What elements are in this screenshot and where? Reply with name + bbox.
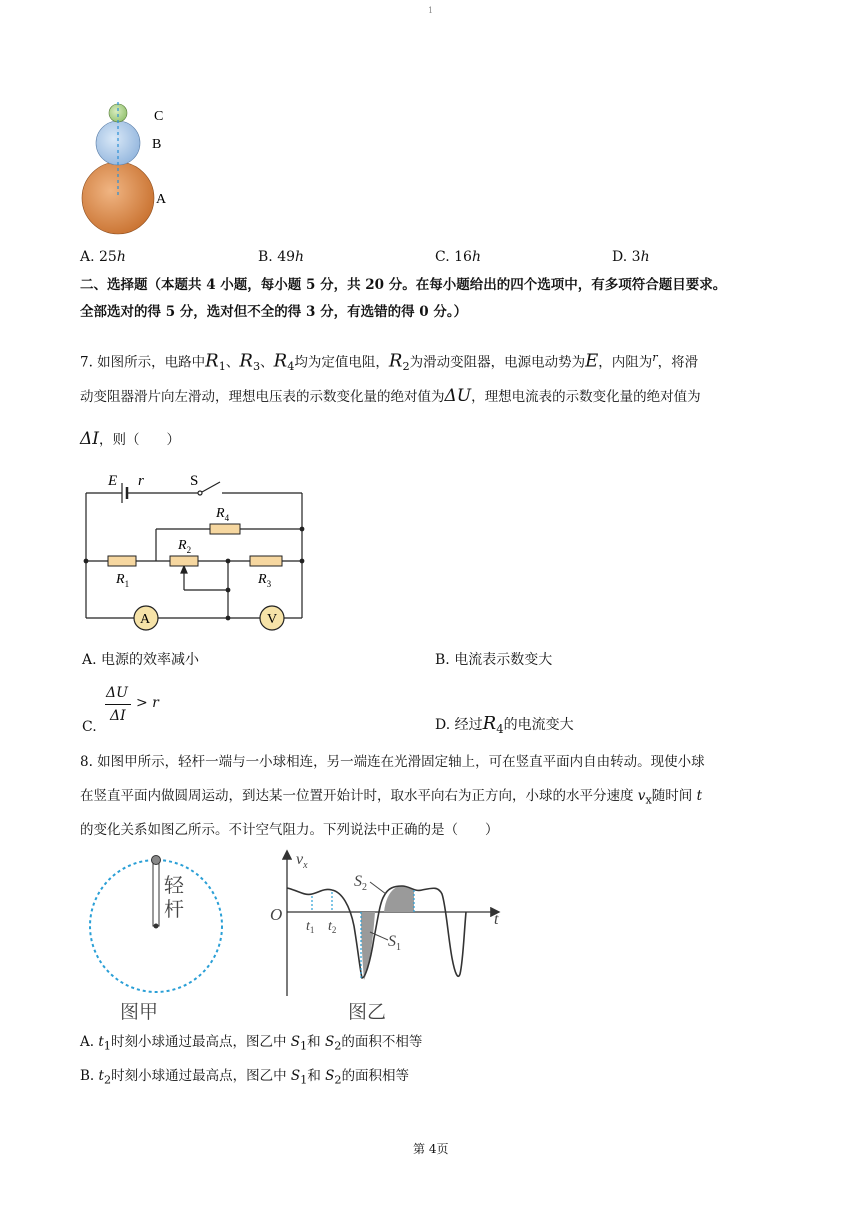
q8-option-b: B. $t_2$时刻小球通过最高点，图乙中 $S_1$和 $S_2$的面积相等 <box>80 1068 410 1087</box>
section2-heading-line1: 二、选择题（本题共 4 小题，每小题 5 分，共 20 分。在每小题给出的四个选项中，有多项符合题目要求。 <box>80 277 727 293</box>
q7-option-b: B. 电流表示数变大 <box>435 652 553 668</box>
section2-heading-line2: 全部选对的得 5 分，选对但不全的得 3 分，有选错的得 0 分。） <box>80 304 468 320</box>
s2-label: $S_2$ <box>354 873 367 893</box>
r3-label: $R_3$ <box>258 572 272 589</box>
origin-label: O <box>270 905 283 924</box>
r2-resistor <box>170 556 198 566</box>
circuit-diagram <box>78 465 318 635</box>
q8-stem-line2: 在竖直平面内做圆周运动，到达某一位置开始计时，取水平向右为正方向，小球的水平分速度 $v_x$随时间 t <box>80 788 703 807</box>
figure-yi <box>262 846 510 1024</box>
q7-stem-line1: 7. 如图所示，电路中$R_1$、$R_3$、$R_4$均为定值电阻，$R_2$为滑动变阻器，电源电动势为E，内阻为$^r$，将滑 <box>80 350 699 374</box>
s1-label: $S_1$ <box>388 933 401 953</box>
t1-label: $t_1$ <box>306 919 315 935</box>
q6-option-b: B. 49h <box>258 249 305 265</box>
switch-label: S <box>190 473 199 489</box>
vx-axis-label: $v_x$ <box>296 851 308 871</box>
r1-label: $R_1$ <box>116 572 130 589</box>
q7-stem-line3: ΔI，则（ ） <box>80 429 180 449</box>
page-number: 第 4页 <box>413 1142 449 1156</box>
r1-resistor <box>108 556 136 566</box>
sphere-c <box>109 104 127 122</box>
q6-option-d: D. 3h <box>612 249 650 265</box>
q7-option-d: D. 经过$R_4$的电流变大 <box>435 713 574 736</box>
label-c: C <box>154 109 164 124</box>
rod-label: 轻 杆 <box>164 875 184 921</box>
spheres-figure <box>76 98 186 238</box>
voltmeter-label: V <box>267 612 278 627</box>
q8-stem-line3: 的变化关系如图乙所示。不计空气阻力。下列说法中正确的是（ ） <box>80 822 499 838</box>
q7-option-c: C. ΔU ΔI > r <box>82 685 159 735</box>
q7-option-a: A. 电源的效率减小 <box>82 652 200 668</box>
q6-option-a: A. 25h <box>80 249 126 265</box>
label-a: A <box>156 192 167 207</box>
battery-r-label: r <box>138 473 144 489</box>
figure-jia <box>84 852 234 1024</box>
q8-option-a: A. $t_1$时刻小球通过最高点，图乙中 $S_1$和 $S_2$的面积不相等 <box>80 1034 423 1053</box>
q6-option-c: C. 16h <box>435 249 481 265</box>
label-b: B <box>152 137 162 152</box>
q7-stem-line2: 动变阻器滑片向左滑动，理想电压表的示数变化量的绝对值为ΔU，理想电流表的示数变化量的绝对值为 <box>80 386 701 406</box>
ball <box>152 856 161 865</box>
r3-resistor <box>250 556 282 566</box>
t2-label: $t_2$ <box>328 919 337 935</box>
r4-resistor <box>210 524 240 534</box>
figure-jia-caption: 图甲 <box>120 1002 159 1023</box>
r2-label: $R_2$ <box>178 538 192 555</box>
figure-yi-caption: 图乙 <box>348 1002 387 1023</box>
q8-stem-line1: 8. 如图甲所示，轻杆一端与一小球相连，另一端连在光滑固定轴上，可在竖直平面内自由转动。现使小球 <box>80 754 705 770</box>
r4-label: $R_4$ <box>216 506 230 523</box>
ammeter-label: A <box>140 612 151 627</box>
battery-emf-label: E <box>108 473 118 489</box>
header-mark: 1 <box>428 6 434 15</box>
light-rod <box>153 860 159 926</box>
t-axis-label: t <box>494 911 499 928</box>
pivot <box>154 924 159 929</box>
